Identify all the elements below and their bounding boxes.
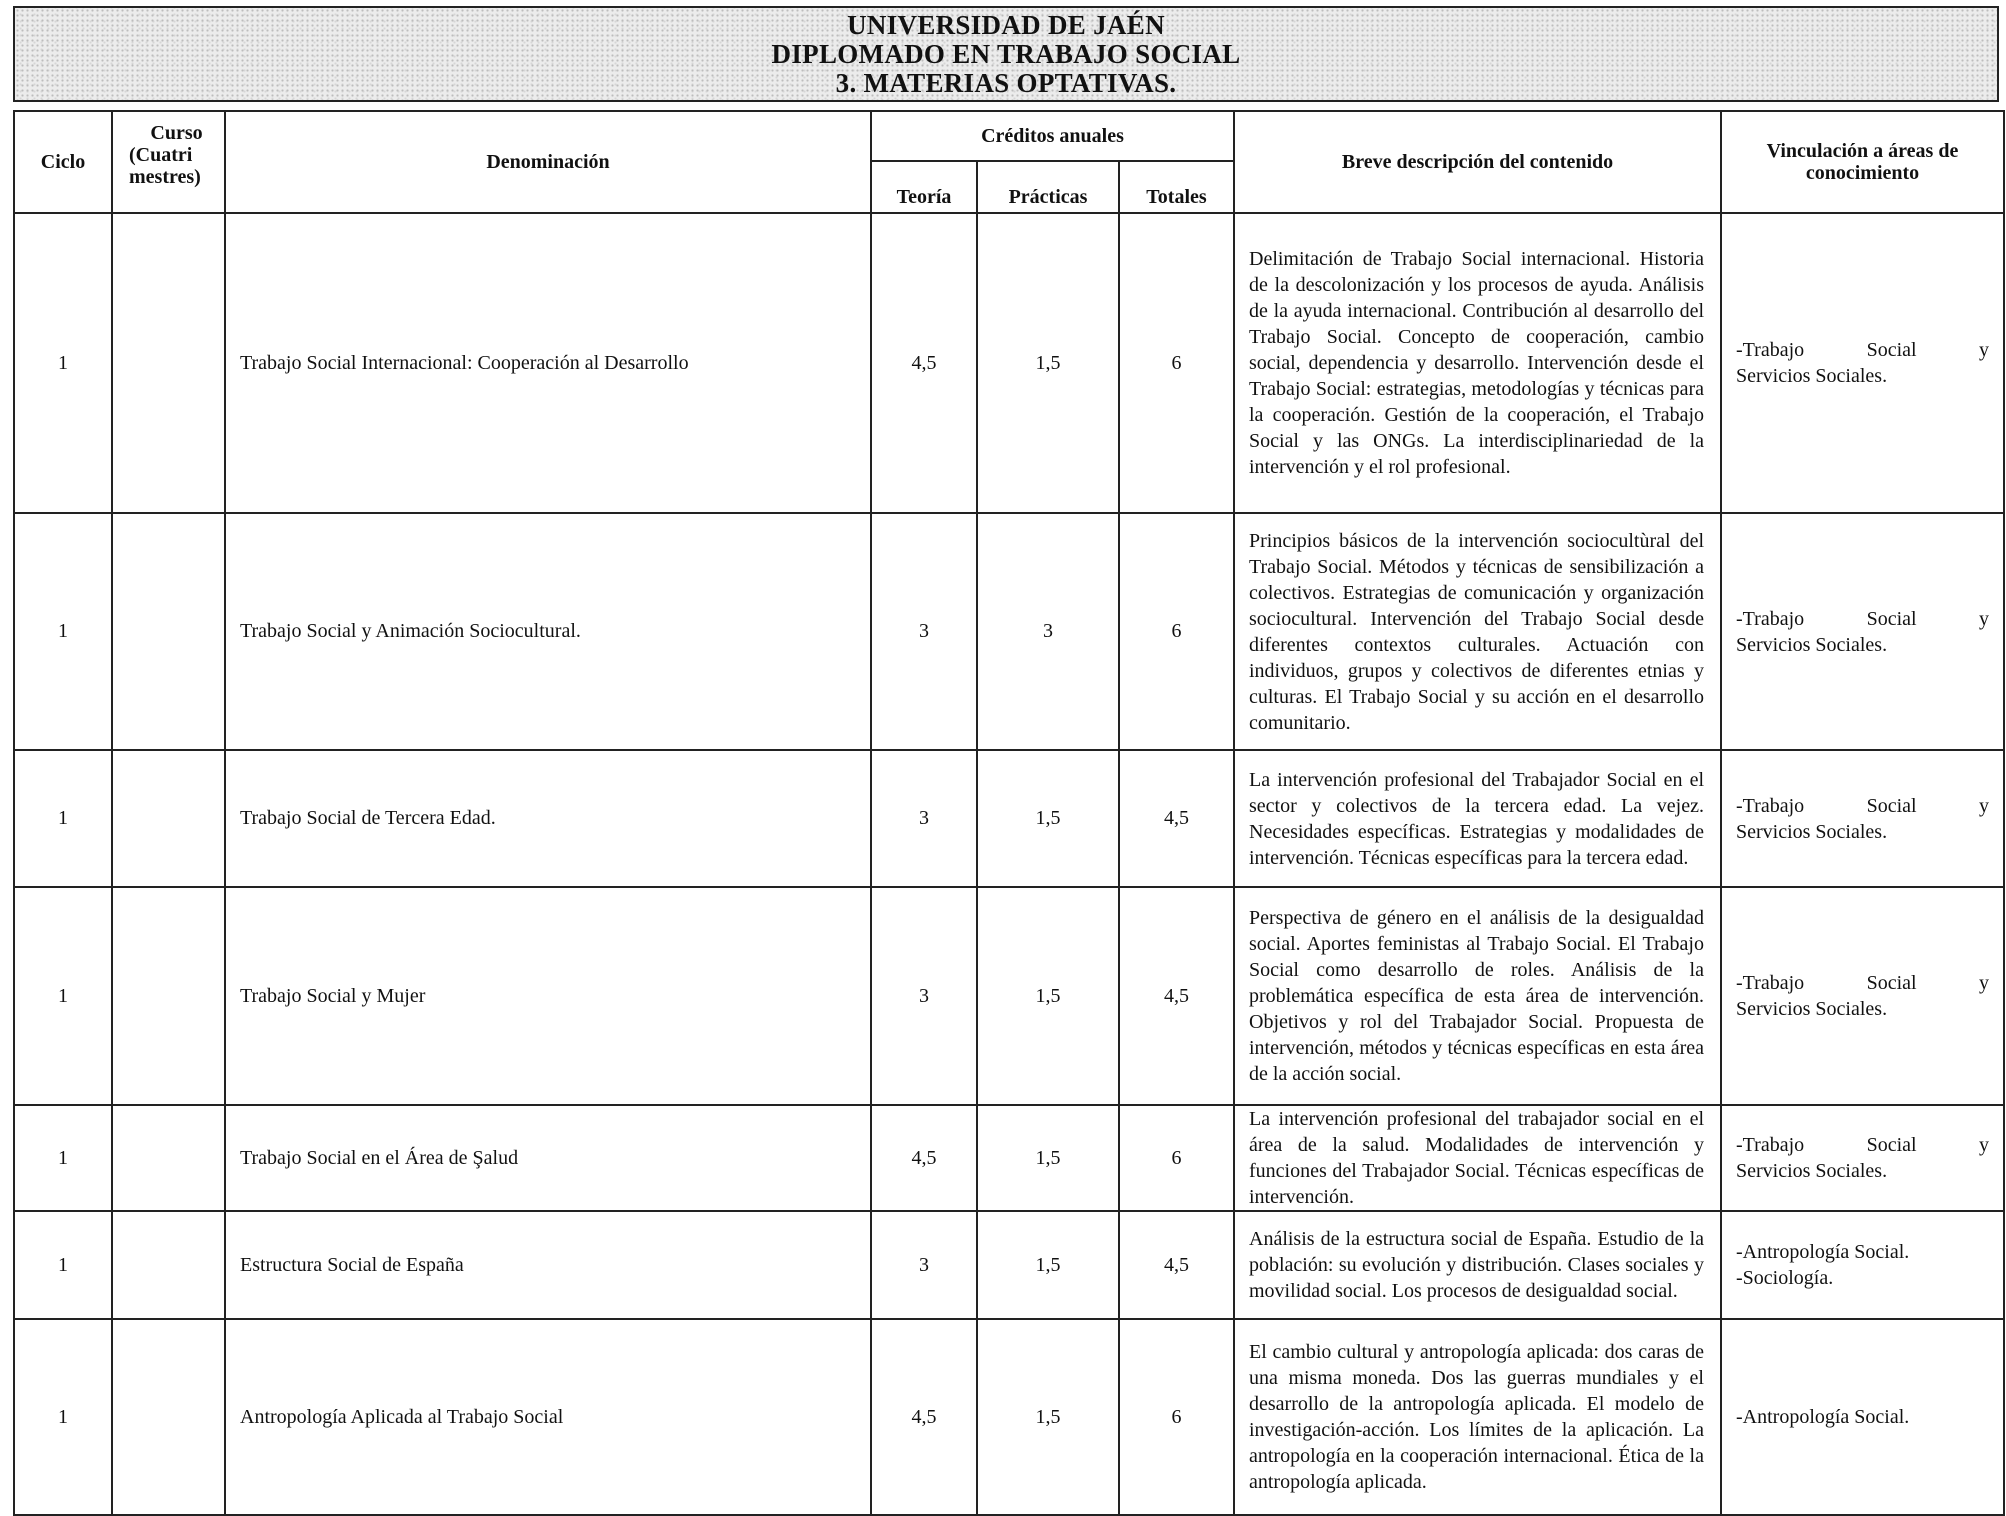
- cell-totales: 6: [1119, 213, 1234, 513]
- cell-teoria: 3: [871, 887, 977, 1105]
- cell-ciclo: 1: [14, 1211, 112, 1319]
- area-line-1: -Trabajo Social y: [1736, 1134, 1989, 1156]
- cell-curso: [112, 750, 225, 887]
- cell-ciclo: 1: [14, 213, 112, 513]
- cell-descripcion: Perspectiva de género en el análisis de la desigualdad social. Aportes feministas al Trabajo Social. El Trabajo Social como desarrollo de roles. Análisis de la problemática específica de esta área de intervención. Objetivos y rol del Trabajador Social. Propuesta de intervención, métodos y técnicas específicas en esta área de la acción social.: [1234, 887, 1721, 1105]
- cell-denominacion: Estructura Social de España: [225, 1211, 871, 1319]
- cell-denominacion: Trabajo Social en el Área de Şalud: [225, 1105, 871, 1211]
- header-vinculacion: Vinculación a áreas de conocimiento: [1721, 111, 2004, 213]
- cell-practicas: 1,5: [977, 750, 1119, 887]
- cell-descripcion: Análisis de la estructura social de España. Estudio de la población: su evolución y distribución. Clases sociales y movilidad social. Los procesos de desigualdad social.: [1234, 1211, 1721, 1319]
- cell-curso: [112, 513, 225, 750]
- cell-ciclo: 1: [14, 750, 112, 887]
- cell-totales: 4,5: [1119, 1211, 1234, 1319]
- cell-totales: 4,5: [1119, 750, 1234, 887]
- title-degree: DIPLOMADO EN TRABAJO SOCIAL: [771, 39, 1241, 69]
- header-ciclo: Ciclo: [14, 111, 112, 213]
- table-row: [14, 750, 2004, 887]
- cell-curso: [112, 1105, 225, 1211]
- table-row: [14, 1211, 2004, 1319]
- header-denominacion: Denominación: [225, 111, 871, 213]
- cell-totales: 6: [1119, 1105, 1234, 1211]
- area-line-2: Servicios Sociales.: [1736, 633, 1888, 656]
- cell-curso: [112, 1319, 225, 1515]
- table-row: [14, 513, 2004, 750]
- cell-denominacion: Antropología Aplicada al Trabajo Social: [225, 1319, 871, 1515]
- area-line-2: Servicios Sociales.: [1736, 1160, 1888, 1182]
- header-descripcion: Breve descripción del contenido: [1234, 111, 1721, 213]
- cell-denominacion: Trabajo Social Internacional: Cooperación al Desarrollo: [225, 213, 871, 513]
- table-row: [14, 1319, 2004, 1515]
- cell-totales: 6: [1119, 1319, 1234, 1515]
- cell-practicas: 1,5: [977, 887, 1119, 1105]
- header-teoria: Teoría: [871, 161, 977, 213]
- cell-descripcion: Delimitación de Trabajo Social internacional. Historia de la descolonización y los procesos de ayuda. Análisis de la ayuda internacional. Contribución al desarrollo del Trabajo Social. Concepto de cooperación, cambio social, dependencia y desarrollo. Intervención desde el Trabajo Social: estrategias, metodologías y técnicas para la cooperación. Gestión de la cooperación, el Trabajo Social y las ONGs. La interdisciplinariedad de la intervención y el rol profesional.: [1234, 213, 1721, 513]
- cell-descripcion: La intervención profesional del Trabajador Social en el sector y colectivos de la tercera edad. La vejez. Necesidades específicas. Estrategias y modalidades de intervención. Técnicas específicas para la tercera edad.: [1234, 750, 1721, 887]
- cell-vinculacion: [1721, 213, 2004, 513]
- cell-vinculacion: [1721, 1211, 2004, 1319]
- title-section: 3. MATERIAS OPTATIVAS.: [835, 68, 1177, 98]
- header-curso: [112, 111, 225, 213]
- area-line-1: -Antropología Social.: [1736, 1241, 1910, 1263]
- cell-teoria: 3: [871, 513, 977, 750]
- title-university: UNIVERSIDAD DE JAÉN: [847, 10, 1165, 40]
- area-line-1: -Trabajo Social y: [1736, 339, 1989, 361]
- header-practicas: Prácticas: [977, 161, 1119, 213]
- cell-practicas: 1,5: [977, 1105, 1119, 1211]
- header-totales: Totales: [1119, 161, 1234, 213]
- cell-descripcion: Principios básicos de la intervención sociocultùral del Trabajo Social. Métodos y técnicas de sensibilización a colectivos. Estrategias de comunicación y organización sociocultural. Intervención del Trabajo Social desde diferentes contextos culturales. Actuación con individuos, grupos y colectivos de diferentes etnias y culturas. El Trabajo Social y su acción en el desarrollo comunitario.: [1234, 513, 1721, 750]
- cell-teoria: 3: [871, 750, 977, 887]
- header-curso-line3: mestres): [129, 166, 201, 188]
- area-line-1: -Trabajo Social y: [1736, 794, 1989, 817]
- table-row: [14, 213, 2004, 513]
- table-header-row: [14, 111, 2004, 161]
- cell-totales: 6: [1119, 513, 1234, 750]
- table-body: [14, 213, 2004, 1515]
- area-line-2: -Sociología.: [1736, 1267, 1834, 1289]
- header-curso-line1: Curso: [150, 122, 203, 144]
- cell-vinculacion: [1721, 1105, 2004, 1211]
- cell-denominacion: Trabajo Social y Animación Sociocultural.: [225, 513, 871, 750]
- cell-denominacion: Trabajo Social de Tercera Edad.: [225, 750, 871, 887]
- area-line-2: Servicios Sociales.: [1736, 998, 1888, 1020]
- cell-ciclo: 1: [14, 887, 112, 1105]
- header-curso-line2: (Cuatri: [129, 144, 193, 166]
- cell-teoria: 4,5: [871, 1105, 977, 1211]
- cell-vinculacion: [1721, 887, 2004, 1105]
- cell-ciclo: 1: [14, 1319, 112, 1515]
- cell-practicas: 3: [977, 513, 1119, 750]
- cell-practicas: 1,5: [977, 1319, 1119, 1515]
- cell-ciclo: 1: [14, 1105, 112, 1211]
- subjects-table: [13, 110, 2005, 1516]
- area-line-2: Servicios Sociales.: [1736, 365, 1888, 387]
- area-line-1: -Antropología Social.: [1736, 1406, 1910, 1428]
- cell-teoria: 4,5: [871, 1319, 977, 1515]
- header-creditos: Créditos anuales: [871, 111, 1234, 161]
- cell-practicas: 1,5: [977, 1211, 1119, 1319]
- cell-descripcion: La intervención profesional del trabajador social en el área de la salud. Modalidades de intervención y funciones del Trabajador Social. Técnicas específicas de intervención.: [1234, 1105, 1721, 1211]
- table-row: [14, 887, 2004, 1105]
- cell-practicas: 1,5: [977, 213, 1119, 513]
- cell-vinculacion: [1721, 750, 2004, 887]
- table-row: [14, 1105, 2004, 1211]
- cell-teoria: 3: [871, 1211, 977, 1319]
- cell-ciclo: 1: [14, 513, 112, 750]
- cell-vinculacion: [1721, 513, 2004, 750]
- cell-teoria: 4,5: [871, 213, 977, 513]
- cell-totales: 4,5: [1119, 887, 1234, 1105]
- document-sheet: [13, 6, 2003, 1516]
- area-line-1: -Trabajo Social y: [1736, 972, 1989, 994]
- cell-curso: [112, 1211, 225, 1319]
- cell-curso: [112, 213, 225, 513]
- area-line-1: -Trabajo Social y: [1736, 607, 1989, 630]
- area-line-2: Servicios Sociales.: [1736, 820, 1888, 843]
- cell-vinculacion: [1721, 1319, 2004, 1515]
- cell-curso: [112, 887, 225, 1105]
- cell-descripcion: El cambio cultural y antropología aplicada: dos caras de una misma moneda. Dos las guerras mundiales y el desarrollo de la antropología aplicada. El modelo de investigación-acción. Los límites de la aplicación. La antropología en la cooperación internacional. Ética de la antropología aplicada.: [1234, 1319, 1721, 1515]
- cell-denominacion: Trabajo Social y Mujer: [225, 887, 871, 1105]
- document-title-box: [13, 6, 1999, 102]
